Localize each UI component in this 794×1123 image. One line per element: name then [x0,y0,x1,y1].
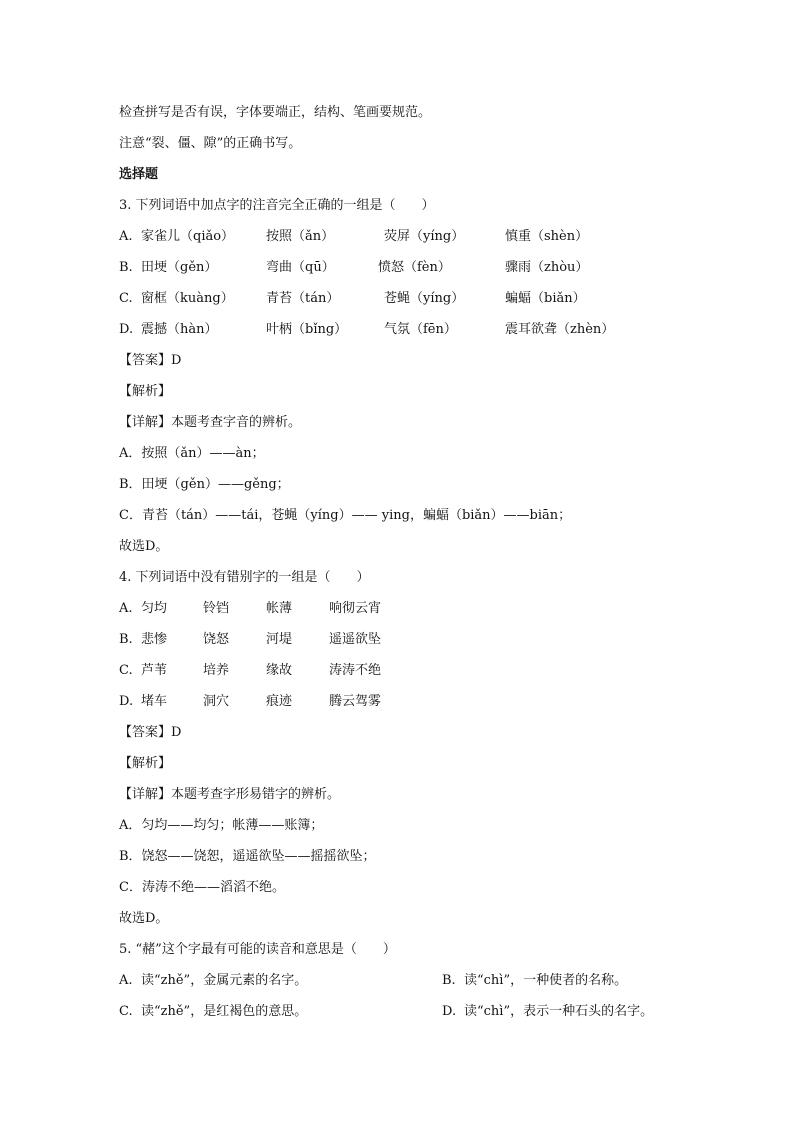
q4-detail-line-a: A．匀均——均匀；帐薄——账簿； [119,818,324,833]
q5-stem: 5. “赭”这个字最有可能的读音和意思是（ ） [119,942,396,957]
option-label: A. [119,229,133,244]
q4-option-c [119,662,719,680]
option-item: 骤雨（zhòu） [505,260,589,275]
option-item: 涛涛不绝 [329,663,382,678]
q5-option-row-1 [119,972,719,990]
option-item: 痕迹 [266,694,293,709]
option-label: D. [119,322,134,337]
option-item: 震撼（hàn） [141,322,218,337]
intro-line-2: 注意“裂、僵、隙”的正确书写。 [119,136,302,151]
option-item: 窗框（kuàng） [141,291,234,306]
q4-conclusion: 故选D。 [119,911,169,926]
section-title: 选择题 [119,167,159,182]
option-item: 培养 [203,663,230,678]
q3-detail-line-c: C．青苔（tán）——tái，苍蝇（yíng）—— ying，蝙蝠（biǎn）——biān； [119,508,572,523]
option-label: B. [119,260,133,275]
option-item: 愤怒（fèn） [378,260,451,275]
q3-stem: 3. 下列词语中加点字的注音完全正确的一组是（ ） [119,198,435,213]
q3-option-a [119,228,719,246]
option-item: 荧屏（yíng） [384,229,465,244]
option-label: D. [119,694,134,709]
q5-option-row-2 [119,1003,719,1021]
option-item: 青苔（tán） [266,291,340,306]
option-text: 读“chì”，表示一种石头的名字。 [464,1004,654,1019]
option-item: 震耳欲聋（zhèn） [505,322,615,337]
q4-detail-line-c: C．涛涛不绝——滔滔不绝。 [119,880,285,895]
option-label: A. [119,601,133,616]
q4-answer: 【答案】D [119,725,182,740]
option-label: C. [119,1004,133,1019]
q4-option-a [119,600,719,618]
option-item: 弯曲（qū） [266,260,335,275]
intro-line-1: 检查拼写是否有误，字体要端正，结构、笔画要规范。 [119,105,432,120]
option-item: 田埂（gěn） [141,260,218,275]
option-label: C. [119,663,133,678]
q4-option-b [119,631,719,649]
q3-option-b [119,259,719,277]
option-item: 缘故 [266,663,293,678]
q4-detail-line-b: B．饶怒——饶恕，遥遥欲坠——摇摇欲坠； [119,849,376,864]
q3-detail-line-b: B．田埂（gěn）——gěng； [119,477,290,492]
option-item: 慎重（shèn） [505,229,589,244]
option-item: 响彻云宵 [329,601,382,616]
option-item: 河堤 [266,632,293,647]
option-item: 悲惨 [141,632,168,647]
q3-detail: 【详解】本题考查字音的辨析。 [119,415,302,430]
option-item: 芦苇 [141,663,168,678]
option-item: 按照（ǎn） [266,229,335,244]
option-item: 叶柄（bǐng） [266,322,348,337]
q3-analysis: 【解析】 [119,384,172,399]
option-item: 饶怒 [203,632,230,647]
option-label: A. [119,973,133,988]
q3-answer: 【答案】D [119,353,182,368]
option-item: 腾云驾雾 [329,694,382,709]
option-label: B. [442,973,456,988]
option-item: 匀均 [141,601,168,616]
option-text: 读“zhě”，是红褐色的意思。 [141,1004,308,1019]
q3-option-c [119,290,719,308]
option-item: 帐薄 [266,601,293,616]
option-label: D. [442,1004,457,1019]
option-text: 读“chì”，一种使者的名称。 [464,973,628,988]
option-item: 苍蝇（yíng） [384,291,465,306]
option-item: 铃铛 [203,601,230,616]
option-item: 堵车 [141,694,168,709]
q4-option-d [119,693,719,711]
q4-detail: 【详解】本题考查字形易错字的辨析。 [119,787,341,802]
q3-option-d [119,321,719,339]
option-item: 洞穴 [203,694,230,709]
q4-stem: 4. 下列词语中没有错别字的一组是（ ） [119,570,370,585]
option-text: 读“zhě”，金属元素的名字。 [141,973,308,988]
option-item: 家雀儿（qiǎo） [141,229,235,244]
q3-detail-line-a: A．按照（ǎn）——àn； [119,446,265,461]
q4-analysis: 【解析】 [119,756,172,771]
option-item: 气氛（fēn） [384,322,457,337]
option-item: 遥遥欲坠 [329,632,382,647]
option-label: B. [119,632,133,647]
option-label: C. [119,291,133,306]
q3-conclusion: 故选D。 [119,539,169,554]
option-item: 蝙蝠（biǎn） [505,291,586,306]
